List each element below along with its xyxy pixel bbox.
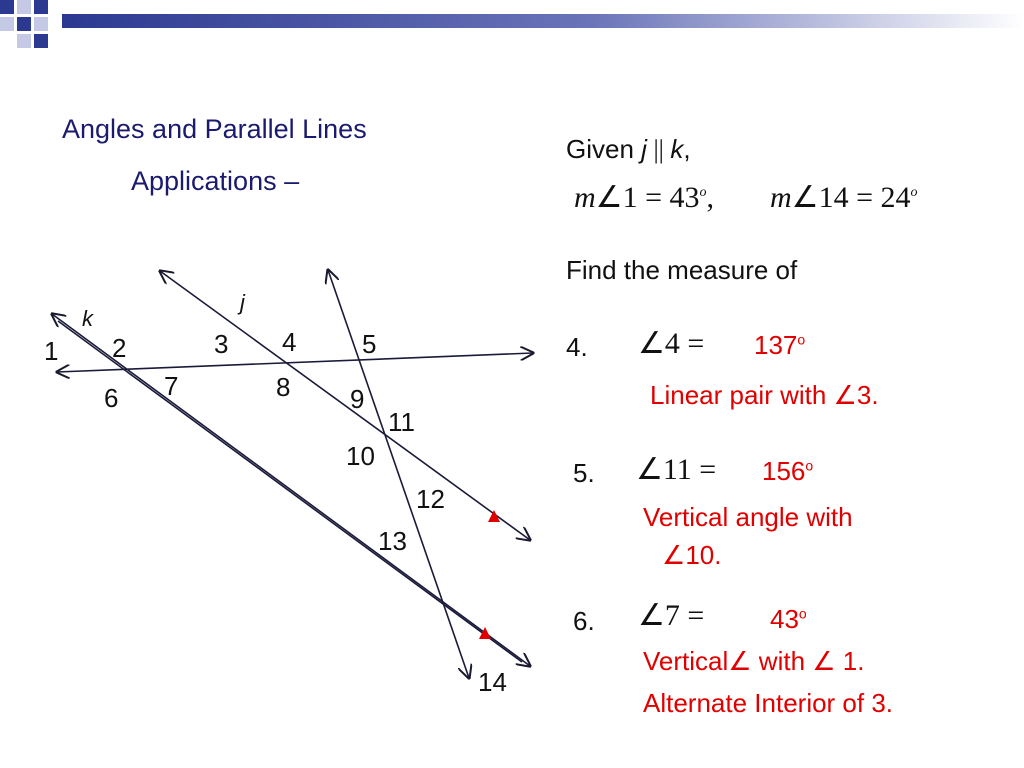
parallel-lines-diagram — [0, 250, 560, 710]
problem-6-answer — [770, 604, 807, 635]
angle-label-3: 3 — [214, 329, 229, 359]
problem-4-answer — [754, 330, 805, 361]
degree-mark: o — [699, 185, 707, 200]
reason-ref: 1. — [835, 646, 865, 676]
reason-ref: 3. — [856, 380, 879, 410]
angle-label-1: 1 — [44, 336, 59, 366]
angle-label-6: 6 — [104, 383, 119, 413]
problem-5-angle-label: 11 = — [662, 453, 717, 486]
measure-m: m — [770, 181, 792, 214]
given-equation-1 — [574, 180, 714, 215]
angle-icon: ∠ — [728, 647, 752, 676]
answer-value: 43 — [770, 604, 799, 634]
reason-text: Vertical — [643, 646, 729, 676]
problem-4-angle-label: 4 = — [664, 327, 705, 360]
given-statement — [566, 134, 691, 165]
angle-label-7: 7 — [164, 371, 179, 401]
problem-6-number: 6. — [573, 606, 595, 636]
angle-label-12: 12 — [416, 484, 445, 514]
degree-mark: o — [805, 457, 814, 474]
answer-value: 156 — [762, 456, 806, 486]
angle-label-9: 9 — [350, 384, 365, 414]
find-prompt: Find the measure of — [566, 255, 798, 285]
line-j — [160, 271, 530, 540]
given-prefix: Given — [566, 134, 642, 164]
given-equation-2 — [770, 180, 918, 215]
degree-mark: o — [797, 331, 806, 348]
reason-text: Linear pair with — [650, 380, 834, 410]
angle-label-2: 2 — [112, 333, 127, 363]
problem-5-angle — [636, 452, 716, 487]
line-k-ref: k — [670, 134, 684, 164]
answer-value: 137 — [754, 330, 798, 360]
angle-label-14: 14 — [478, 667, 507, 697]
angle-icon: ∠ — [812, 647, 836, 676]
reason-text: with — [751, 646, 813, 676]
slide-title: Angles and Parallel Lines — [62, 114, 367, 144]
angle-icon: ∠ — [636, 453, 663, 486]
line-j-ref: j — [641, 134, 647, 164]
angle-icon: ∠ — [791, 181, 819, 214]
degree-mark: o — [798, 605, 807, 622]
problem-5-answer — [762, 456, 813, 487]
problem-4-number: 4. — [566, 332, 588, 362]
header-decoration — [0, 0, 1024, 50]
problem-4-reason — [650, 380, 879, 411]
label-line-k: k — [82, 306, 93, 331]
problem-5-number: 5. — [573, 458, 595, 488]
angle-icon: ∠ — [638, 327, 665, 360]
label-line-j: j — [240, 290, 245, 315]
angle-icon: ∠ — [833, 381, 857, 410]
angle-label-11: 11 — [388, 407, 415, 437]
reason-ref: 10. — [685, 540, 722, 570]
slide-subtitle: Applications – — [131, 166, 300, 196]
problem-5-reason-line2 — [662, 540, 721, 571]
given-comma: , — [683, 134, 691, 164]
eq1-comma: , — [706, 181, 714, 214]
problem-5-reason-line1: Vertical angle with — [643, 502, 853, 532]
problem-6-angle-label: 7 = — [664, 599, 705, 632]
angle-icon: ∠ — [595, 181, 623, 214]
problem-6-reason-line1 — [643, 646, 865, 677]
measure-m: m — [574, 181, 596, 214]
eq2-value: 14 = 24 — [818, 181, 911, 214]
angle-label-13: 13 — [378, 526, 407, 556]
degree-mark: o — [910, 185, 918, 200]
problem-4-angle — [638, 326, 704, 361]
angle-label-5: 5 — [362, 329, 377, 359]
angle-label-8: 8 — [276, 372, 291, 402]
angle-label-4: 4 — [282, 327, 297, 357]
angle-icon: ∠ — [638, 599, 665, 632]
eq1-value: 1 = 43 — [622, 181, 700, 214]
transversal-steep — [328, 270, 469, 678]
problem-6-reason-line2: Alternate Interior of 3. — [643, 688, 894, 718]
angle-label-10: 10 — [346, 441, 375, 471]
angle-icon: ∠ — [662, 541, 686, 570]
problem-6-angle — [638, 598, 704, 633]
parallel-symbol: || — [646, 135, 671, 164]
